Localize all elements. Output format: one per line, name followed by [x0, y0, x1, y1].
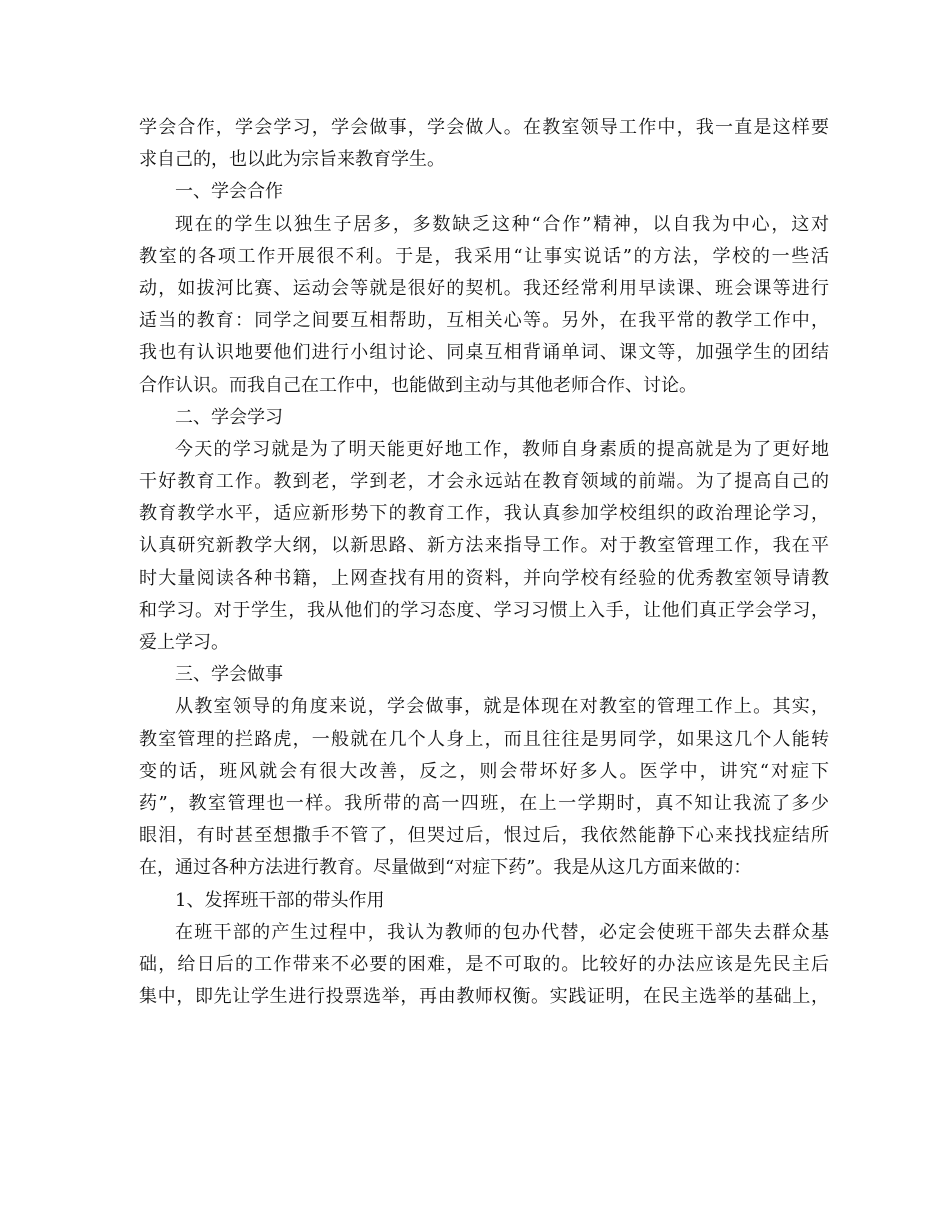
document-body [139, 112, 829, 1013]
section-heading: 三、学会做事 [175, 664, 283, 686]
paragraph-line: 础，给日后的工作带来不必要的困难，是不可取的。比较好的办法应该是先民主后 [139, 953, 829, 975]
paragraph-line: 干好教育工作。教到老，学到老，才会永远站在教育领域的前端。为了提高自己的 [139, 471, 829, 493]
section-heading: 一、学会合作 [175, 181, 283, 203]
paragraph-line: 时大量阅读各种书籍，上网查找有用的资料，并向学校有经验的优秀教室领导请教 [139, 567, 829, 589]
section-heading: 二、学会学习 [175, 406, 283, 428]
paragraph-line: 爱上学习。 [139, 632, 229, 653]
paragraph-line: 变的话，班风就会有很大改善，反之，则会带坏好多人。医学中，讲究“对症下 [139, 760, 829, 782]
paragraph-line: 药”，教室管理也一样。我所带的高一四班，在上一学期时，真不知让我流了多少 [139, 792, 829, 814]
paragraph-line: 教育教学水平，适应新形势下的教育工作，我认真参加学校组织的政治理论学习， [139, 503, 829, 525]
section-heading: 1、发挥班干部的带头作用 [175, 889, 385, 911]
paragraph-line: 从教室领导的角度来说，学会做事，就是体现在对教室的管理工作上。其实， [175, 696, 829, 718]
paragraph-line: 合作认识。而我自己在工作中，也能做到主动与其他老师合作、讨论。 [139, 374, 697, 396]
paragraph-line: 在，通过各种方法进行教育。尽量做到“对症下药”。我是从这几方面来做的： [139, 857, 752, 879]
paragraph-line: 今天的学习就是为了明天能更好地工作，教师自身素质的提高就是为了更好地 [175, 438, 829, 460]
paragraph-line: 动，如拔河比赛、运动会等就是很好的契机。我还经常利用早读课、班会课等进行 [139, 277, 829, 299]
paragraph-line: 求自己的，也以此为宗旨来教育学生。 [139, 149, 445, 171]
paragraph-line: 认真研究新教学大纲，以新思路、新方法来指导工作。对于教室管理工作，我在平 [139, 535, 829, 557]
paragraph-line: 眼泪，有时甚至想撒手不管了，但哭过后，恨过后，我依然能静下心来找找症结所 [139, 825, 829, 847]
paragraph-line: 教室的各项工作开展很不利。于是，我采用“让事实说话”的方法，学校的一些活 [139, 245, 829, 267]
paragraph-line: 集中，即先让学生进行投票选举，再由教师权衡。实践证明，在民主选举的基础上， [139, 986, 829, 1008]
paragraph-line: 在班干部的产生过程中，我认为教师的包办代替，必定会使班干部失去群众基 [175, 921, 829, 943]
paragraph-line: 学会合作，学会学习，学会做事，学会做人。在教室领导工作中，我一直是这样要 [139, 117, 829, 138]
paragraph-line: 我也有认识地要他们进行小组讨论、同桌互相背诵单词、课文等，加强学生的团结 [139, 342, 829, 364]
paragraph-line: 适当的教育：同学之间要互相帮助，互相关心等。另外，在我平常的教学工作中， [139, 310, 829, 332]
paragraph-line: 教室管理的拦路虎，一般就在几个人身上，而且往往是男同学，如果这几个人能转 [139, 728, 829, 750]
paragraph-line: 和学习。对于学生，我从他们的学习态度、学习习惯上入手，让他们真正学会学习， [139, 599, 829, 621]
paragraph-line: 现在的学生以独生子居多，多数缺乏这种“合作”精神，以自我为中心，这对 [175, 213, 829, 235]
